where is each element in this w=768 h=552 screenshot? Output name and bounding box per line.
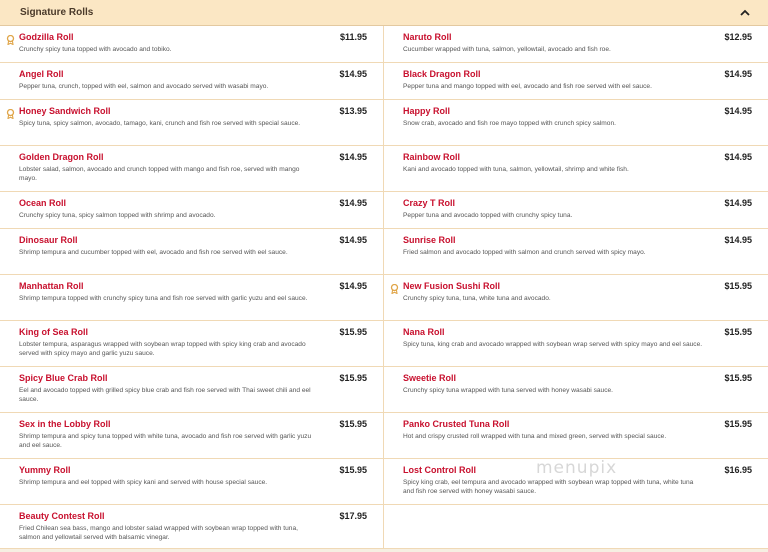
menu-item[interactable] (0, 367, 383, 413)
menu-grid (0, 26, 768, 549)
menu-item[interactable] (383, 26, 768, 63)
item-price: $14.95 (339, 152, 367, 162)
award-icon (390, 281, 399, 291)
item-price: $15.95 (339, 327, 367, 337)
item-name: Beauty Contest Roll (19, 511, 105, 521)
menu-item[interactable] (0, 413, 383, 459)
menu-item[interactable] (383, 63, 768, 100)
item-name: Yummy Roll (19, 465, 71, 475)
item-price: $15.95 (724, 281, 752, 291)
item-description: Fried Chilean sea bass, mango and lobster salad wrapped with soybean wrap topped with tuna, salmon and yellowtail served with balsamic vinegar. (19, 525, 298, 541)
item-name: Black Dragon Roll (403, 69, 481, 79)
watermark: menupix (536, 458, 618, 478)
item-name: Rainbow Roll (403, 152, 460, 162)
menu-item[interactable] (0, 146, 383, 192)
item-description: Snow crab, avocado and fish roe mayo topped with crunch spicy salmon. (403, 120, 616, 127)
item-name: Manhattan Roll (19, 281, 84, 291)
item-description: Shrimp tempura and eel topped with spicy kani and served with house special sauce. (19, 479, 268, 486)
item-description: Shrimp tempura and spicy tuna topped with white tuna, avocado and fish roe served with garlic yuzu and eel sauce. (19, 433, 312, 449)
item-price: $14.95 (339, 69, 367, 79)
item-description: Eel and avocado topped with grilled spicy blue crab and fish roe served with Thai sweet chili and eel sauce. (19, 387, 311, 403)
item-price: $12.95 (724, 32, 752, 42)
item-description: Spicy tuna, king crab and avocado wrapped with soybean wrap served with spicy mayo and eel sauce. (403, 341, 703, 348)
menu-item[interactable] (0, 229, 383, 275)
award-icon (6, 32, 15, 42)
item-name: Happy Roll (403, 106, 451, 116)
item-price: $14.95 (724, 235, 752, 245)
item-description: Spicy king crab, eel tempura and avocado wrapped with soybean wrap topped with tuna, white tuna and fish roe served with honey wasabi sauce. (403, 479, 694, 495)
menu-item[interactable] (383, 413, 768, 459)
item-price: $14.95 (339, 198, 367, 208)
item-description: Crunchy spicy tuna, tuna, white tuna and avocado. (403, 295, 551, 302)
item-price: $15.95 (724, 373, 752, 383)
item-name: Dinosaur Roll (19, 235, 78, 245)
item-name: New Fusion Sushi Roll (403, 281, 501, 291)
menu-item[interactable] (0, 459, 383, 505)
section-header[interactable] (0, 0, 768, 26)
item-name: Sweetie Roll (403, 373, 457, 383)
item-price: $15.95 (724, 419, 752, 429)
section-title: Signature Rolls (20, 7, 94, 18)
menu-item[interactable] (0, 505, 383, 549)
item-name: Angel Roll (19, 69, 64, 79)
menu-item[interactable] (0, 275, 383, 321)
item-price: $15.95 (339, 465, 367, 475)
menu-item[interactable] (0, 63, 383, 100)
item-name: Sex in the Lobby Roll (19, 419, 111, 429)
menu-item[interactable] (0, 100, 383, 146)
item-description: Hot and crispy crusted roll wrapped with tuna and mixed green, served with special sauce. (403, 433, 667, 440)
menu-item[interactable] (383, 100, 768, 146)
menu-item[interactable] (383, 459, 768, 505)
item-name: Crazy T Roll (403, 198, 456, 208)
item-description: Shrimp tempura topped with crunchy spicy tuna and fish roe served with garlic yuzu and eel sauce. (19, 295, 308, 302)
item-price: $17.95 (339, 511, 367, 521)
item-description: Kani and avocado topped with tuna, salmon, yellowtail, shrimp and white fish. (403, 166, 629, 173)
item-name: Panko Crusted Tuna Roll (403, 419, 510, 429)
item-name: Godzilla Roll (19, 32, 74, 42)
item-price: $14.95 (339, 235, 367, 245)
item-description: Cucumber wrapped with tuna, salmon, yellowtail, avocado and fish roe. (403, 46, 611, 53)
item-description: Crunchy spicy tuna topped with avocado and tobiko. (19, 46, 172, 53)
item-description: Crunchy spicy tuna, spicy salmon topped with shrimp and avocado. (19, 212, 216, 219)
item-price: $13.95 (339, 106, 367, 116)
item-name: Nana Roll (403, 327, 445, 337)
item-name: Honey Sandwich Roll (19, 106, 111, 116)
empty-cell (383, 505, 768, 549)
item-price: $14.95 (724, 106, 752, 116)
item-name: Spicy Blue Crab Roll (19, 373, 108, 383)
item-description: Lobster salad, salmon, avocado and crunch topped with mango and fish roe, served with mango mayo. (19, 166, 300, 182)
item-description: Lobster tempura, asparagus wrapped with soybean wrap topped with spicy king crab and avocado served with spicy mayo and garlic yuzu sauce. (19, 341, 306, 357)
item-price: $15.95 (339, 419, 367, 429)
menu-item[interactable] (0, 321, 383, 367)
menu-item[interactable] (0, 26, 383, 63)
item-price: $16.95 (724, 465, 752, 475)
item-price: $15.95 (339, 373, 367, 383)
item-description: Pepper tuna and mango topped with eel, avocado and fish roe served with eel sauce. (403, 83, 652, 90)
item-name: King of Sea Roll (19, 327, 89, 337)
item-description: Spicy tuna, spicy salmon, avocado, tamago, kani, crunch and fish roe served with special sauce. (19, 120, 301, 127)
menu-item[interactable] (0, 192, 383, 229)
chevron-up-icon[interactable] (738, 6, 752, 20)
award-icon (6, 106, 15, 116)
item-name: Sunrise Roll (403, 235, 456, 245)
item-price: $14.95 (724, 198, 752, 208)
item-description: Pepper tuna and avocado topped with crunchy spicy tuna. (403, 212, 573, 219)
item-price: $14.95 (724, 152, 752, 162)
item-price: $15.95 (724, 327, 752, 337)
menu-item[interactable] (383, 321, 768, 367)
menu-item[interactable] (383, 192, 768, 229)
item-description: Crunchy spicy tuna wrapped with tuna served with honey wasabi sauce. (403, 387, 614, 394)
menu-item[interactable] (383, 229, 768, 275)
item-name: Ocean Roll (19, 198, 67, 208)
menu-item[interactable] (383, 367, 768, 413)
item-price: $14.95 (724, 69, 752, 79)
item-price: $14.95 (339, 281, 367, 291)
item-name: Lost Control Roll (403, 465, 476, 475)
item-name: Golden Dragon Roll (19, 152, 104, 162)
item-name: Naruto Roll (403, 32, 452, 42)
menu-item[interactable] (383, 275, 768, 321)
item-description: Shrimp tempura and cucumber topped with eel, avocado and fish roe served with eel sauce. (19, 249, 288, 256)
item-price: $11.95 (339, 32, 367, 42)
menu-item[interactable] (383, 146, 768, 192)
item-description: Fried salmon and avocado topped with salmon and crunch served with spicy mayo. (403, 249, 646, 256)
item-description: Pepper tuna, crunch, topped with eel, salmon and avocado served with wasabi mayo. (19, 83, 269, 90)
